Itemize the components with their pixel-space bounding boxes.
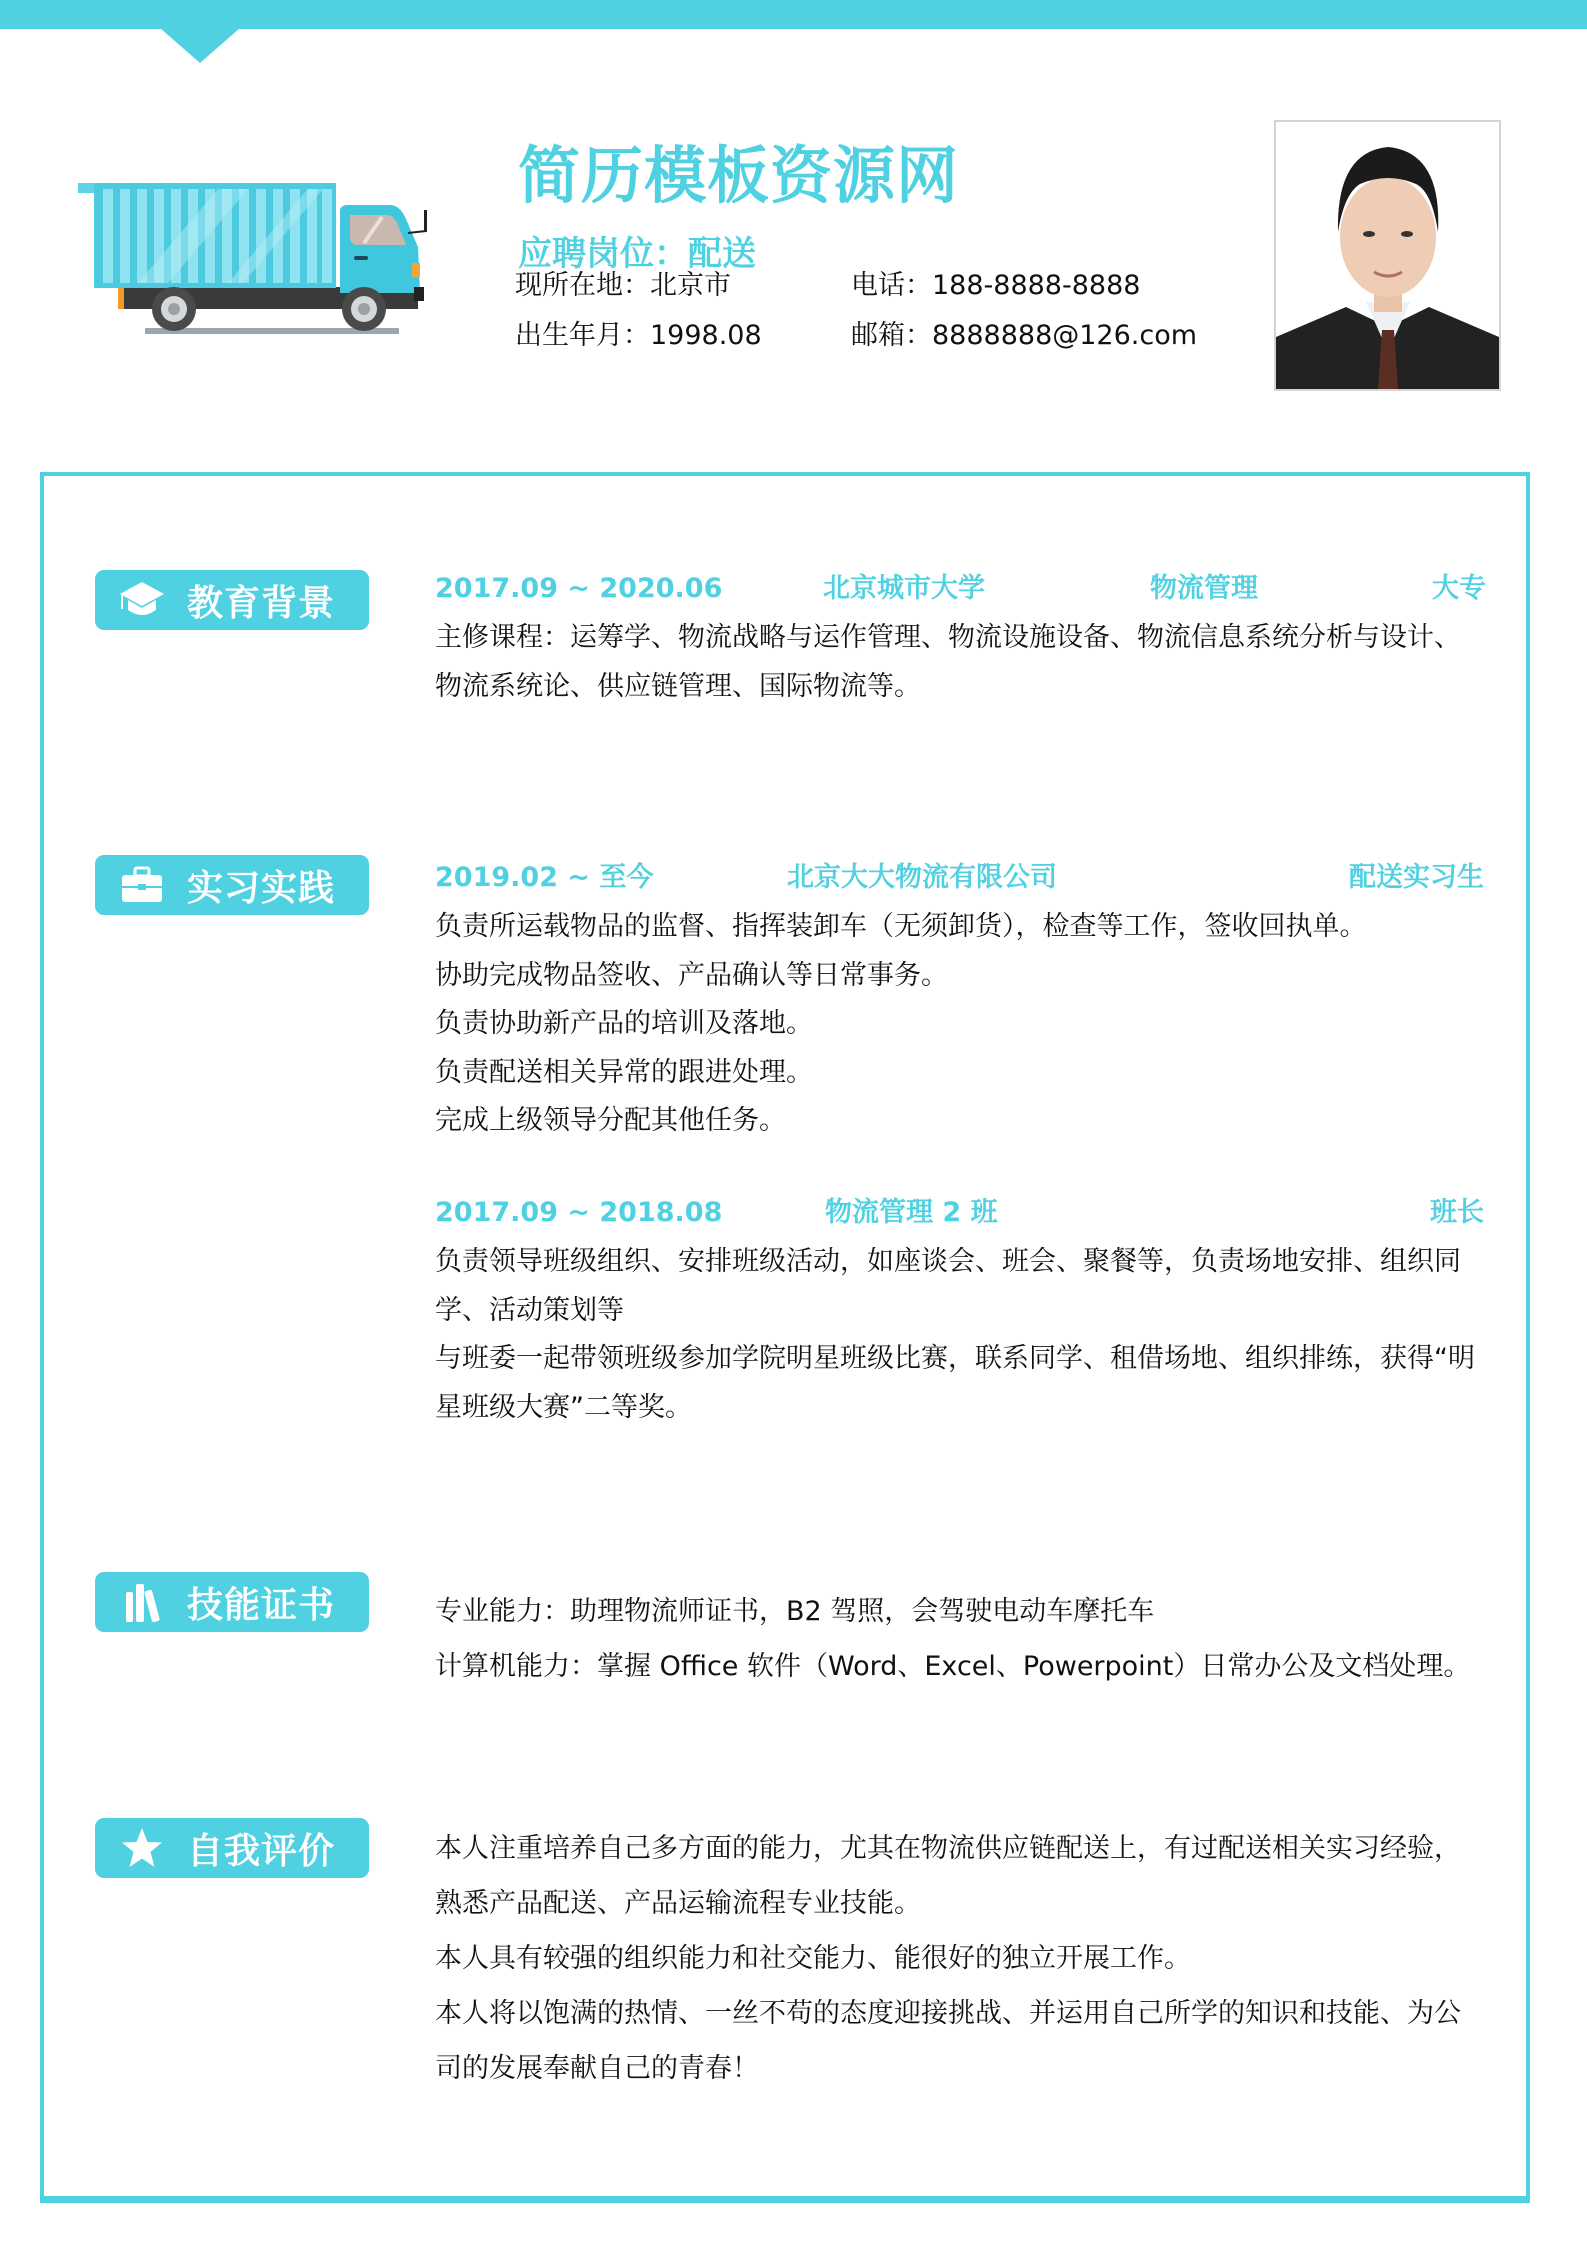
internship-entry-header xyxy=(435,858,1485,898)
skill-line: 计算机能力：掌握 Office 软件（Word、Excel、Powerpoint）日常办公及文档处理。 xyxy=(435,1651,1471,1682)
section-badge-skills xyxy=(95,1572,369,1632)
class-monitor-line: 负责领导班级组织、安排班级活动，如座谈会、班会、聚餐等，负责场地安排、组织同 xyxy=(435,1246,1461,1277)
phone-number: 电话：188-8888-8888 xyxy=(851,270,1141,301)
class-monitor-entry-header xyxy=(435,1193,1485,1233)
self-evaluation-line: 本人注重培养自己多方面的能力，尤其在物流供应链配送上，有过配送相关实习经验， xyxy=(435,1833,1461,1864)
skill-line: 专业能力：助理物流师证书，B2 驾照，会驾驶电动车摩托车 xyxy=(435,1596,1155,1627)
current-location: 现所在地：北京市 xyxy=(515,270,731,301)
education-period: 2017.09 ~ 2020.06 xyxy=(435,573,723,604)
briefcase-icon xyxy=(117,862,167,908)
section-badge-education xyxy=(95,570,369,630)
class-monitor-period: 2017.09 ~ 2018.08 xyxy=(435,1197,723,1228)
books-icon xyxy=(117,1579,167,1625)
self-evaluation-line: 本人具有较强的组织能力和社交能力、能很好的独立开展工作。 xyxy=(435,1943,1191,1974)
section-badge-self-evaluation xyxy=(95,1818,369,1878)
self-evaluation-details xyxy=(435,1821,1490,2096)
internship-line: 完成上级领导分配其他任务。 xyxy=(435,1105,786,1136)
internship-line: 负责所运载物品的监督、指挥装卸车（无须卸货），检查等工作，签收回执单。 xyxy=(435,911,1367,942)
education-line: 物流系统论、供应链管理、国际物流等。 xyxy=(435,670,921,702)
internship-line: 负责协助新产品的培训及落地。 xyxy=(435,1008,813,1039)
internship-details xyxy=(435,903,1490,1146)
education-entry-header xyxy=(435,569,1485,609)
top-accent-bar xyxy=(0,0,1587,29)
education-school: 北京城市大学 xyxy=(823,573,985,604)
class-monitor-line: 星班级大赛”二等奖。 xyxy=(435,1391,692,1423)
section-title-internship: 实习实践 xyxy=(187,867,336,909)
self-evaluation-line: 本人将以饱满的热情、一丝不苟的态度迎接挑战、并运用自己所学的知识和技能、为公 xyxy=(435,1998,1461,2029)
internship-line: 协助完成物品签收、产品确认等日常事务。 xyxy=(435,959,948,991)
section-title-education: 教育背景 xyxy=(187,582,336,624)
education-degree: 大专 xyxy=(1432,573,1486,604)
class-monitor-role: 班长 xyxy=(1430,1197,1484,1228)
section-badge-internship xyxy=(95,855,369,915)
internship-company: 北京大大物流有限公司 xyxy=(787,862,1057,893)
self-evaluation-line: 司的发展奉献自己的青春！ xyxy=(435,2053,759,2084)
truck-illustration xyxy=(78,175,438,345)
class-monitor-line: 学、活动策划等 xyxy=(435,1294,624,1326)
skills-details xyxy=(435,1584,1490,1694)
self-evaluation-line: 熟悉产品配送、产品运输流程专业技能。 xyxy=(435,1888,921,1919)
section-title-skills: 技能证书 xyxy=(187,1584,336,1626)
education-major: 物流管理 xyxy=(1150,573,1258,604)
class-monitor-details xyxy=(435,1238,1490,1432)
birth-date: 出生年月：1998.08 xyxy=(515,320,762,351)
star-icon xyxy=(117,1825,167,1871)
internship-period: 2019.02 ~ 至今 xyxy=(435,862,654,893)
education-details xyxy=(435,614,1490,711)
profile-photo xyxy=(1274,120,1501,391)
internship-line: 负责配送相关异常的跟进处理。 xyxy=(435,1056,813,1088)
section-title-self-evaluation: 自我评价 xyxy=(187,1830,336,1872)
class-monitor-org: 物流管理 2 班 xyxy=(825,1197,998,1228)
applied-position: 应聘岗位：配送 xyxy=(518,234,756,274)
email-address: 邮箱：8888888@126.com xyxy=(851,320,1198,351)
internship-role: 配送实习生 xyxy=(1349,862,1484,893)
education-line: 主修课程：运筹学、物流战略与运作管理、物流设施设备、物流信息系统分析与设计、 xyxy=(435,622,1461,653)
resume-title: 简历模板资源网 xyxy=(518,139,960,212)
top-accent-notch xyxy=(160,28,240,63)
graduation-cap-icon xyxy=(117,577,167,623)
class-monitor-line: 与班委一起带领班级参加学院明星班级比赛，联系同学、租借场地、组织排练，获得“明 xyxy=(435,1343,1475,1374)
